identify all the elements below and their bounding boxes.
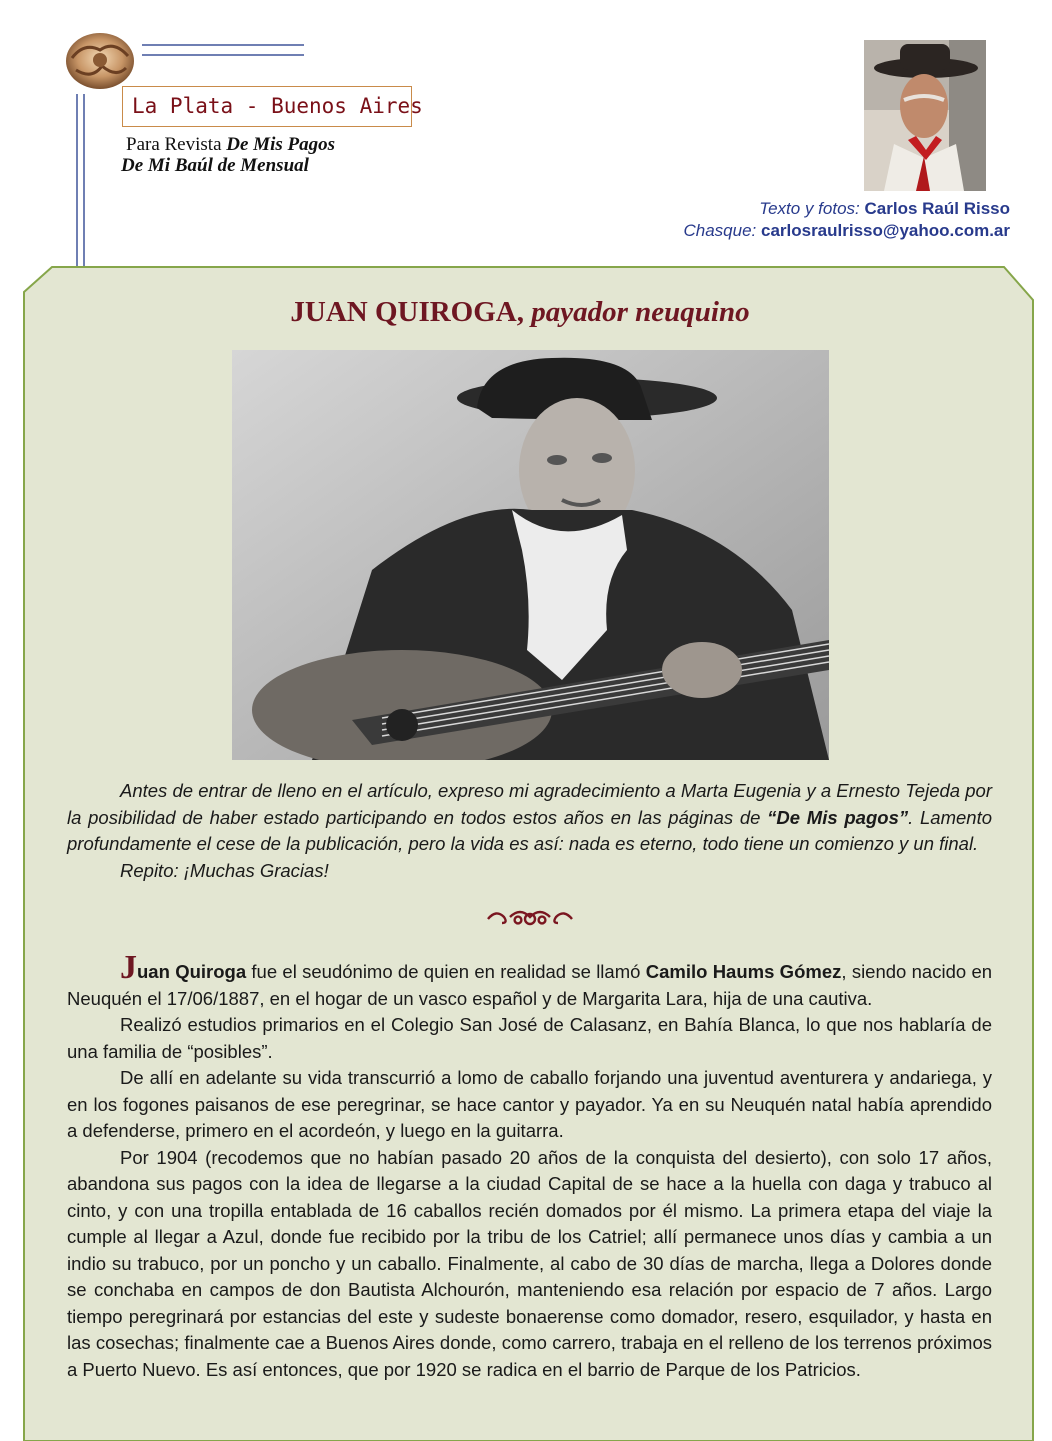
- section-name: De Mi Baúl de Mensual: [121, 155, 309, 176]
- seed-logo-icon: [62, 30, 138, 92]
- thanks-paragraph: Repito: ¡Muchas Gracias!: [120, 859, 329, 881]
- text-photo-credit: [759, 199, 1010, 219]
- contact-email: carlosraulrisso@yahoo.com.ar: [760, 221, 1010, 240]
- magazine-name: De Mis Pagos: [226, 134, 335, 155]
- intro-text-a: Antes de entrar de lleno en el artículo, expreso mi agradecimiento a Marta Eugenia y a Ernesto Tejeda por la posibilidad de haber estado participando en todos estos años en las páginas de: [67, 780, 992, 828]
- flourish-ornament-icon: [484, 905, 576, 929]
- contact-label: Chasque:: [683, 221, 761, 240]
- intro-text-c: . Lamento profundamente el cese de la publicación, pero la vida es así: nada es eterno, todo tiene un comienzo y un final.: [67, 806, 992, 854]
- location-box: La Plata - Buenos Aires: [122, 86, 412, 127]
- body-paragraph-1: [67, 949, 993, 1012]
- real-name: Camilo Haums Gómez: [645, 961, 842, 982]
- body-paragraph-4: Por 1904 (recodemos que no habían pasado 20 años de la conquista del desierto), con solo 17 años, abandona sus pagos con la idea de llegarse a la ciudad Capital de se hace a la huella con daga y trabuco al cinto, y con una tropilla entablada de 16 caballos recién domados por él mismo. La primera etapa del viaje la cumple al llegar a Azul, donde fue recibido por la tribu de los Catriel; allí permanece unos días y cambia a un indio su trabuco, por un poncho y un caballo. Finalmente, al cabo de 30 días de marcha, llega a Dolores donde se conchaba en campos de don Bautista Alchourón, manteniendo esa relación por espacio de 7 años. Largo tiempo peregrinará por estancias del este y sudeste bonaerense como domador, resero, esquilador, y hasta en las cosechas; finalmente cae a Buenos Aires donde, como carrero, trabaja en el relleno de los terrenos próximos a Puerto Nuevo. Es así entonces, que por 1920 se radica en el barrio de Parque de los Patricios.: [67, 1146, 992, 1380]
- body-p1-b: , siendo nacido en Neuquén el 17/06/1887, en el hogar de un vasco español y de Margarita Lara, hija de una cautiva.: [67, 961, 993, 1009]
- title-subtitle: payador neuquino: [531, 296, 750, 328]
- dropcap-letter: J: [120, 949, 137, 986]
- header-double-rule: [142, 44, 304, 56]
- intro-paragraph: [67, 778, 992, 858]
- payador-photo: [232, 350, 829, 760]
- body-text: [67, 949, 993, 1383]
- header-vertical-rule: [76, 94, 85, 272]
- contact-credit: [683, 221, 1010, 241]
- magazine-credit: [126, 134, 335, 156]
- body-p1-a: fue el seudónimo de quien en realidad se llamó: [246, 961, 646, 982]
- article-title: [0, 296, 1040, 329]
- magazine-prefix: Para Revista: [126, 134, 227, 155]
- body-paragraph-2: Realizó estudios primarios en el Colegio San José de Calasanz, en Bahía Blanca, lo que nos hablaría de una familia de “posibles”.: [67, 1014, 992, 1062]
- credit-label: Texto y fotos:: [759, 199, 865, 218]
- pseudonym-name: uan Quiroga: [137, 961, 247, 982]
- body-paragraph-3: De allí en adelante su vida transcurrió a lomo de caballo forjando una juventud aventurera y andariega, y en los fogones paisanos de ese peregrinar, se hace cantor y payador. Ya en su Neuquén natal había aprendido a defenderse, primero en el acordeón, y luego en la guitarra.: [67, 1067, 992, 1141]
- credit-author: Carlos Raúl Risso: [864, 199, 1010, 218]
- title-main: JUAN QUIROGA,: [290, 296, 524, 328]
- intro-magazine: “De Mis pagos”: [767, 806, 909, 828]
- author-photo: [864, 40, 986, 191]
- intro-text: [67, 778, 992, 884]
